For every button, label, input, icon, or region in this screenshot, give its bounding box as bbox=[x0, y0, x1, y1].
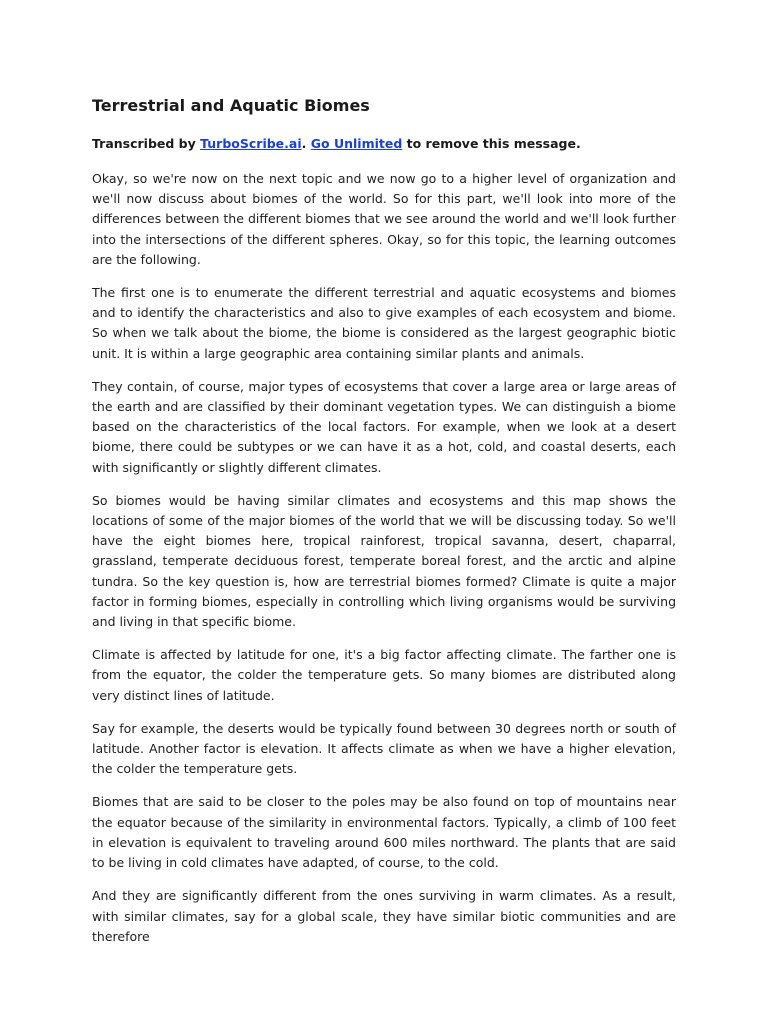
transcription-notice bbox=[92, 135, 676, 153]
paragraph: Climate is affected by latitude for one, it's a big factor affecting climate. The farther one is from the equator, the colder the temperature gets. So many biomes are distributed along very distinct lines of latitude. bbox=[92, 647, 676, 703]
paragraph: They contain, of course, major types of ecosystems that cover a large area or large areas of the earth and are classified by their dominant vegetation types. We can distinguish a biome based on the characteristics of the local factors. For example, when we look at a desert biome, there could be subtypes or we can have it as a hot, cold, and coastal deserts, each with significantly or slightly different climates. bbox=[92, 378, 676, 475]
paragraph: And they are significantly different from the ones surviving in warm climates. As a result, with similar climates, say for a global scale, they have similar biotic communities and are therefore bbox=[92, 888, 676, 944]
paragraph: Say for example, the deserts would be typically found between 30 degrees north or south of latitude. Another factor is elevation. It affects climate as when we have a higher elevation, the colder the temperature gets. bbox=[92, 720, 676, 777]
notice-separator: . bbox=[301, 136, 311, 151]
paragraph: So biomes would be having similar climates and ecosystems and this map shows the locations of some of the major biomes of the world that we will be discussing today. So we'll have the eight biomes here, tropical rainforest, tropical savanna, desert, chaparral, grassland, temperate deciduous forest, temperate boreal forest, and the arctic and alpine tundra. So the key question is, how are terrestrial biomes formed? Climate is quite a major factor in forming biomes, especially in controlling which living organisms would be surviving and living in that specific biome. bbox=[92, 492, 676, 630]
notice-prefix: Transcribed by bbox=[92, 136, 201, 151]
document-title: Terrestrial and Aquatic Biomes bbox=[92, 96, 370, 115]
go-unlimited-link[interactable]: Go Unlimited bbox=[310, 136, 403, 151]
paragraph: The first one is to enumerate the different terrestrial and aquatic ecosystems and biomes and to identify the characteristics and also to give examples of each ecosystem and biome. So when we talk about the biome, the biome is considered as the largest geographic biotic unit. It is within a large geographic area containing similar plants and animals. bbox=[92, 285, 676, 361]
notice-suffix: to remove this message. bbox=[402, 136, 581, 151]
paragraph: Okay, so we're now on the next topic and we now go to a higher level of organization and we'll now discuss about biomes of the world. So for this part, we'll look into more of the differences between the different biomes that we see around the world and we'll look further into the intersections of the different spheres. Okay, so for this topic, the learning outcomes are the following. bbox=[92, 171, 676, 267]
turboscribe-link[interactable]: TurboScribe.ai bbox=[200, 136, 302, 151]
paragraph: Biomes that are said to be closer to the poles may be also found on top of mountains near the equator because of the similarity in environmental factors. Typically, a climb of 100 feet in elevation is equivalent to traveling around 600 miles northward. The plants that are said to be living in cold climates have adapted, of course, to the cold. bbox=[92, 794, 676, 871]
